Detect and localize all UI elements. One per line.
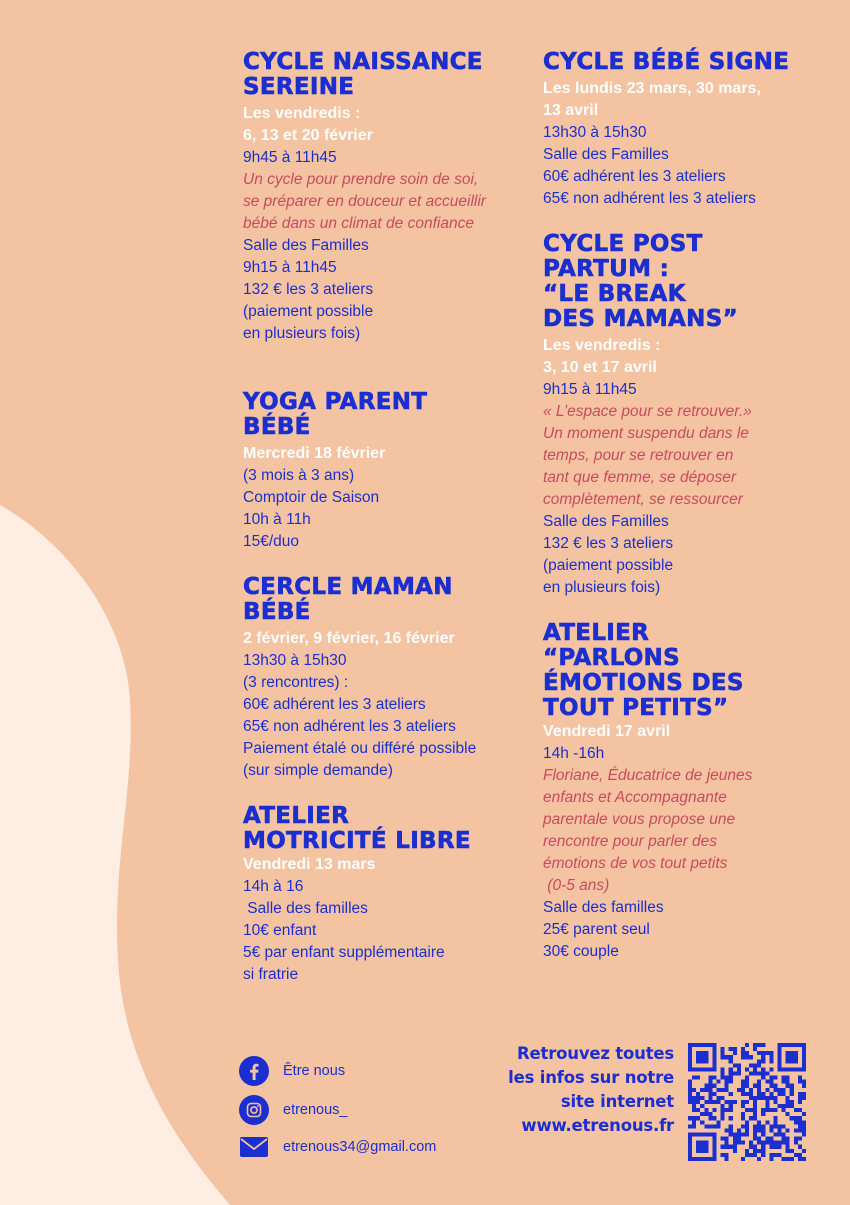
description-line: émotions de vos tout petits xyxy=(543,855,728,872)
description-line: complètement, se ressourcer xyxy=(543,491,743,508)
date-yoga: Mercredi 18 février xyxy=(243,445,386,462)
title-emotions: ATELIER “PARLONS ÉMOTIONS DES TOUT PETITS” xyxy=(543,620,744,721)
instagram-label: etrenous_ xyxy=(283,1102,348,1118)
email-label: etrenous34@gmail.com xyxy=(283,1139,437,1155)
detail-line: Comptoir de Saison xyxy=(243,489,380,506)
detail-line: 13h30 à 15h30 xyxy=(543,124,647,141)
detail-line: Salle des Familles xyxy=(243,237,369,254)
section-bebe-signe xyxy=(543,50,843,210)
detail-line: 65€ non adhérent les 3 ateliers xyxy=(543,190,756,207)
detail-line: 9h15 à 11h45 xyxy=(543,381,637,398)
details-motricite xyxy=(243,876,523,986)
detail-line: 132 € les 3 ateliers xyxy=(243,281,374,298)
section-cycle-naissance xyxy=(243,50,523,345)
qr-code[interactable] xyxy=(688,1043,806,1161)
website-callout xyxy=(452,1042,674,1138)
details-yoga xyxy=(243,465,523,553)
description-line: se préparer en douceur et accueillir xyxy=(243,193,486,210)
details-cercle xyxy=(243,650,523,782)
title-cercle: CERCLE MAMAN BÉBÉ xyxy=(243,574,453,625)
left-column xyxy=(243,50,523,986)
detail-line: 9h15 à 11h45 xyxy=(243,259,337,276)
facebook-label: Être nous xyxy=(283,1063,346,1079)
description-line: Un cycle pour prendre soin de soi, xyxy=(243,171,479,188)
title-motricite: ATELIER MOTRICITÉ LIBRE xyxy=(243,803,471,854)
title-bebe-signe: CYCLE BÉBÉ SIGNE xyxy=(543,49,790,75)
description-line: temps, pour se retrouver en xyxy=(543,447,734,464)
date-bebe-signe: Les lundis 23 mars, 30 mars, 13 avril xyxy=(543,80,761,119)
detail-line: 60€ adhérent les 3 ateliers xyxy=(543,168,726,185)
detail-line: Salle des Familles xyxy=(543,513,669,530)
detail-line: 65€ non adhérent les 3 ateliers xyxy=(243,718,456,735)
description-line: rencontre pour parler des xyxy=(543,833,718,850)
detail-line: 30€ couple xyxy=(543,943,619,960)
description-line: (0-5 ans) xyxy=(543,877,610,894)
detail-line: 14h -16h xyxy=(543,745,605,762)
detail-line: si fratrie xyxy=(243,966,299,983)
description-line: tant que femme, se déposer xyxy=(543,469,737,486)
detail-line: 132 € les 3 ateliers xyxy=(543,535,674,552)
section-post-partum xyxy=(543,232,843,599)
detail-line: 15€/duo xyxy=(243,533,300,550)
date-cercle: 2 février, 9 février, 16 février xyxy=(243,630,455,647)
details-bebe-signe xyxy=(543,122,843,210)
detail-line: 14h à 16 xyxy=(243,878,304,895)
date-post-partum: Les vendredis : 3, 10 et 17 avril xyxy=(543,337,661,376)
detail-line: 5€ par enfant supplémentaire xyxy=(243,944,445,961)
detail-line: en plusieurs fois) xyxy=(543,579,661,596)
description-line: parentale vous propose une xyxy=(543,811,736,828)
details-post-partum xyxy=(543,379,843,599)
details-cycle-naissance xyxy=(243,147,523,345)
detail-line: (paiement possible xyxy=(543,557,674,574)
detail-line: 25€ parent seul xyxy=(543,921,650,938)
section-yoga xyxy=(243,390,523,553)
section-cercle xyxy=(243,575,523,782)
date-emotions: Vendredi 17 avril xyxy=(543,723,671,740)
detail-line: 9h45 à 11h45 xyxy=(243,149,337,166)
facebook-icon xyxy=(238,1055,270,1087)
callout-line-1: Retrouvez toutes xyxy=(517,1044,674,1063)
description-line: Un moment suspendu dans le xyxy=(543,425,749,442)
date-cycle-naissance: Les vendredis : 6, 13 et 20 février xyxy=(243,105,373,144)
title-yoga: YOGA PARENT BÉBÉ xyxy=(243,389,428,440)
detail-line: (sur simple demande) xyxy=(243,762,393,779)
section-motricite xyxy=(243,804,523,986)
description-line: Floriane, Éducatrice de jeunes xyxy=(543,767,753,784)
description-line: « L’espace pour se retrouver.» xyxy=(543,403,752,420)
detail-line: Salle des Familles xyxy=(543,146,669,163)
detail-line: (3 mois à 3 ans) xyxy=(243,467,355,484)
website-link[interactable]: www.etrenous.fr xyxy=(521,1116,674,1135)
detail-line: (3 rencontres) : xyxy=(243,674,349,691)
detail-line: Salle des familles xyxy=(543,899,664,916)
detail-line: 10€ enfant xyxy=(243,922,317,939)
callout-line-3: site internet xyxy=(560,1092,674,1111)
detail-line: Salle des familles xyxy=(243,900,368,917)
title-post-partum: CYCLE POST PARTUM : “LE BREAK DES MAMANS” xyxy=(543,231,738,332)
right-column xyxy=(543,50,843,963)
description-line: bébé dans un climat de confiance xyxy=(243,215,474,232)
title-cycle-naissance: CYCLE NAISSANCE SEREINE xyxy=(243,49,483,100)
details-emotions xyxy=(543,743,843,963)
mail-icon xyxy=(238,1131,270,1163)
description-line: enfants et Accompagnante xyxy=(543,789,727,806)
detail-line: 10h à 11h xyxy=(243,511,311,528)
date-motricite: Vendredi 13 mars xyxy=(243,856,376,873)
detail-line: (paiement possible xyxy=(243,303,374,320)
detail-line: Paiement étalé ou différé possible xyxy=(243,740,477,757)
detail-line: en plusieurs fois) xyxy=(243,325,361,342)
callout-line-2: les infos sur notre xyxy=(508,1068,674,1087)
detail-line: 13h30 à 15h30 xyxy=(243,652,347,669)
section-emotions xyxy=(543,621,843,963)
detail-line: 60€ adhérent les 3 ateliers xyxy=(243,696,426,713)
instagram-icon xyxy=(238,1094,270,1126)
